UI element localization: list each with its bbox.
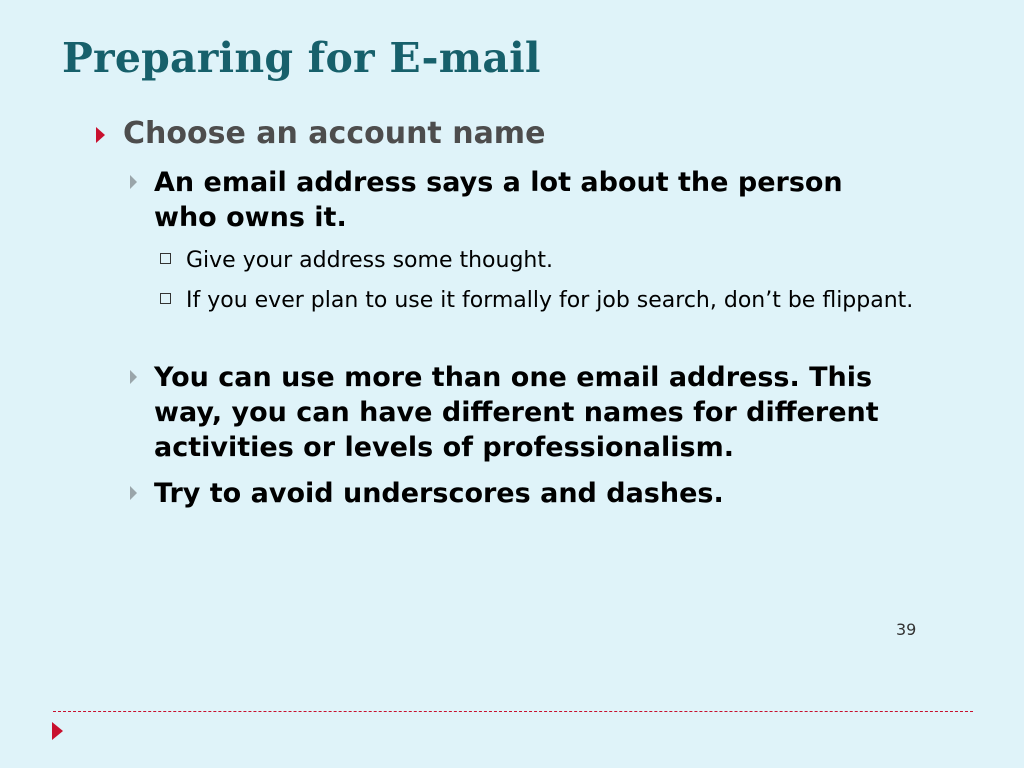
bullet-level3-text: If you ever plan to use it formally for job search, don’t be flippant. bbox=[186, 288, 914, 313]
red-triangle-bullet-icon bbox=[96, 127, 105, 143]
checkbox-square-icon bbox=[160, 253, 171, 264]
slide-title: Preparing for E-mail bbox=[62, 34, 541, 82]
grey-triangle-bullet-icon bbox=[130, 486, 137, 500]
bullet-level1-text: Choose an account name bbox=[123, 116, 546, 151]
footer-dashed-divider bbox=[53, 711, 973, 712]
checkbox-square-icon bbox=[160, 293, 171, 304]
bullet-level2-text: You can use more than one email address. This way, you can have different names for different activities or levels of professionalism. bbox=[154, 362, 879, 463]
bullet-level2-text: Try to avoid underscores and dashes. bbox=[154, 478, 724, 509]
bullet-level3-text: Give your address some thought. bbox=[186, 248, 553, 273]
grey-triangle-bullet-icon bbox=[130, 175, 137, 189]
page-number: 39 bbox=[896, 620, 917, 639]
grey-triangle-bullet-icon bbox=[130, 370, 137, 384]
footer-red-triangle-icon bbox=[52, 722, 63, 740]
bullet-level2-text: An email address says a lot about the person who owns it. bbox=[154, 167, 843, 233]
